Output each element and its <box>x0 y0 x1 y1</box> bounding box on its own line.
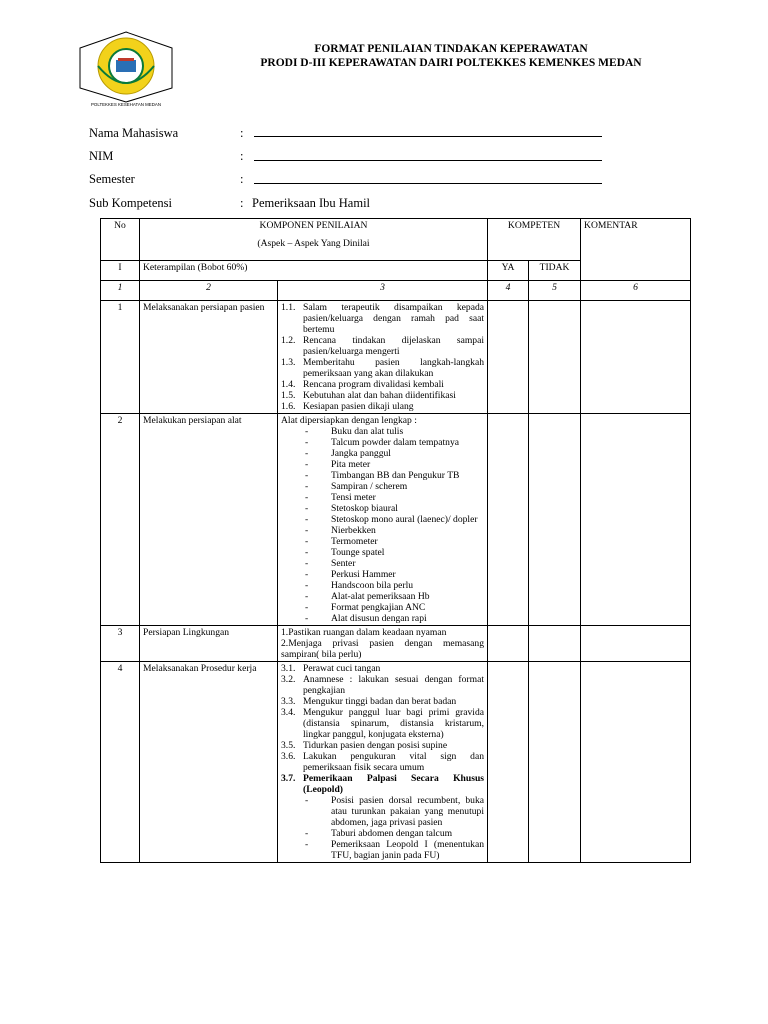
nim-field[interactable] <box>254 160 602 161</box>
semester-field[interactable] <box>254 183 602 184</box>
row-items <box>278 662 488 863</box>
ya-cell[interactable] <box>488 301 529 414</box>
item-number: 3.2. <box>281 674 296 685</box>
item-text: Salam terapeutik disampaikan kepada pasien/keluarga dengan ramah pad saat bertemu <box>303 302 485 335</box>
list-item <box>281 663 484 674</box>
item-text: Pita meter <box>331 459 371 470</box>
column-number-row <box>101 281 691 301</box>
item-text: Tensi meter <box>331 492 376 503</box>
list-item <box>281 357 484 379</box>
list-item: - Jangka panggul <box>305 448 484 459</box>
list-item: - Pemeriksaan Leopold I (menentukan TFU, bagian janin pada FU) <box>305 839 485 861</box>
colon-semester: : <box>240 172 244 186</box>
item-text: Alat-alat pemeriksaan Hb <box>331 591 430 602</box>
section-number: I <box>101 261 140 281</box>
komentar-cell[interactable] <box>581 414 691 626</box>
aspek-subtitle: (Aspek – Aspek Yang Dinilai <box>257 238 370 249</box>
ya-header: YA <box>488 261 529 281</box>
item-text: Tidurkan pasien dengan posisi supine <box>303 740 448 751</box>
komentar-cell[interactable] <box>581 662 691 863</box>
col-number: 6 <box>581 281 691 301</box>
item-text: Talcum powder dalam tempatnya <box>331 437 459 448</box>
poltekkes-logo <box>72 30 180 108</box>
item-text: Format pengkajian ANC <box>331 602 426 613</box>
tidak-cell[interactable] <box>529 301 581 414</box>
komentar-cell[interactable] <box>581 301 691 414</box>
item-text: Stetoskop biaural <box>331 503 398 514</box>
col-number: 4 <box>488 281 529 301</box>
header-row <box>101 219 691 261</box>
tidak-header: TIDAK <box>529 261 581 281</box>
list-item: - Handscoon bila perlu <box>305 580 484 591</box>
item-number: 1.4. <box>281 379 296 390</box>
nama-mahasiswa-field[interactable] <box>254 136 602 137</box>
item-text: Memberitahu pasien langkah-langkah pemeriksaan yang akan dilakukan <box>303 357 485 379</box>
document-title <box>186 42 716 70</box>
logo-caption: POLTEKKES KESEHATAN MEDAN <box>90 102 162 107</box>
title-line-2: PRODI D-III KEPERAWATAN DAIRI POLTEKKES KEMENKES MEDAN <box>260 57 642 69</box>
item-number: 1.1. <box>281 302 296 313</box>
list-item-bold <box>281 773 484 795</box>
komentar-cell[interactable] <box>581 626 691 662</box>
item-text: Handscoon bila perlu <box>331 580 414 591</box>
list-item: - Stetoskop mono aural (laenec)/ dopler <box>305 514 484 525</box>
item-text: Rencana tindakan dijelaskan sampai pasien/keluarga mengerti <box>303 335 485 357</box>
item-text: Termometer <box>331 536 378 547</box>
ya-cell[interactable] <box>488 414 529 626</box>
list-item <box>281 401 484 412</box>
list-item: - Termometer <box>305 536 484 547</box>
assessment-table <box>100 218 691 863</box>
item-number: 3.3. <box>281 696 296 707</box>
item-text: Stetoskop mono aural (laenec)/ dopler <box>331 514 478 525</box>
list-item: - Timbangan BB dan Pengukur TB <box>305 470 484 481</box>
list-item: 1.Pastikan ruangan dalam keadaan nyaman <box>281 627 447 638</box>
label-nim: NIM <box>89 149 114 163</box>
col-number: 2 <box>140 281 278 301</box>
item-text: Posisi pasien dorsal recumbent, buka atau turunkan pakaian yang menutupi abdomen, jaga privasi pasien <box>331 795 485 828</box>
tidak-cell[interactable] <box>529 626 581 662</box>
item-text: Mengukur panggul luar bagi primi gravida (distansia spinarum, distansia kristarum, lingkar panggul, konjugata eksterna) <box>303 707 485 740</box>
row-intro: Alat dipersiapkan dengan lengkap : <box>281 415 417 426</box>
table-row <box>101 301 691 414</box>
list-item <box>281 302 484 335</box>
list-item: - Nierbekken <box>305 525 484 536</box>
list-item <box>281 335 484 357</box>
komentar-header: KOMENTAR <box>581 219 691 281</box>
table-row <box>101 626 691 662</box>
row-number: 2 <box>101 414 140 626</box>
item-text: Pemeriksaan Leopold I (menentukan TFU, bagian janin pada FU) <box>331 839 485 861</box>
list-item: - Format pengkajian ANC <box>305 602 484 613</box>
list-item: - Tensi meter <box>305 492 484 503</box>
list-item <box>281 740 484 751</box>
tidak-cell[interactable] <box>529 662 581 863</box>
row-name: Melakukan persiapan alat <box>140 414 278 626</box>
row-items <box>278 414 488 626</box>
row-number: 4 <box>101 662 140 863</box>
item-number: 3.1. <box>281 663 296 674</box>
item-number: 1.5. <box>281 390 296 401</box>
list-item: - Stetoskop biaural <box>305 503 484 514</box>
row-items <box>278 626 488 662</box>
ya-cell[interactable] <box>488 626 529 662</box>
row-name: Persiapan Lingkungan <box>140 626 278 662</box>
item-number: 1.6. <box>281 401 296 412</box>
list-item <box>281 674 484 696</box>
col-number: 3 <box>278 281 488 301</box>
list-item: - Taburi abdomen dengan talcum <box>305 828 484 839</box>
table-row <box>101 414 691 626</box>
list-item: - Perkusi Hammer <box>305 569 484 580</box>
item-text: Rencana program divalidasi kembali <box>303 379 444 390</box>
list-item <box>281 696 484 707</box>
komponen-header <box>140 219 488 261</box>
list-item <box>281 390 484 401</box>
item-text: Senter <box>331 558 356 569</box>
list-item <box>281 707 484 740</box>
item-number: 3.7. <box>281 773 296 784</box>
label-semester: Semester <box>89 172 135 186</box>
item-text: Tounge spatel <box>331 547 385 558</box>
list-item: - Buku dan alat tulis <box>305 426 484 437</box>
item-text: Nierbekken <box>331 525 376 536</box>
list-item: - Alat-alat pemeriksaan Hb <box>305 591 484 602</box>
item-text: Jangka panggul <box>331 448 391 459</box>
komponen-title: KOMPONEN PENILAIAN <box>259 220 368 231</box>
colon-nim: : <box>240 149 244 163</box>
item-text: Timbangan BB dan Pengukur TB <box>331 470 460 481</box>
row-number: 3 <box>101 626 140 662</box>
item-number: 3.4. <box>281 707 296 718</box>
item-text: Buku dan alat tulis <box>331 426 404 437</box>
colon-nama: : <box>240 126 244 140</box>
list-item <box>281 751 484 773</box>
colon-sub-kompetensi: : <box>240 196 244 210</box>
item-text: Alat disusun dengan rapi <box>331 613 427 624</box>
item-text: Pemerikaan Palpasi Secara Khusus (Leopold) <box>303 773 485 795</box>
section-label: Keterampilan (Bobot 60%) <box>140 261 488 281</box>
row-name: Melaksanakan Prosedur kerja <box>140 662 278 863</box>
item-text: Sampiran / scherem <box>331 481 408 492</box>
row-number: 1 <box>101 301 140 414</box>
list-item: - Alat disusun dengan rapi <box>305 613 484 624</box>
list-item: 2.Menjaga privasi pasien dengan memasang sampiran( bila perlu) <box>281 638 485 660</box>
tidak-cell[interactable] <box>529 414 581 626</box>
title-line-1: FORMAT PENILAIAN TINDAKAN KEPERAWATAN <box>314 43 588 55</box>
kompeten-header: KOMPETEN <box>488 219 581 261</box>
item-text: Mengukur tinggi badan dan berat badan <box>303 696 457 707</box>
list-item: - Posisi pasien dorsal recumbent, buka atau turunkan pakaian yang menutupi abdomen, jaga privasi pasien <box>305 795 485 828</box>
row-items <box>278 301 488 414</box>
item-text: Kesiapan pasien dikaji ulang <box>303 401 414 412</box>
ya-cell[interactable] <box>488 662 529 863</box>
item-number: 1.3. <box>281 357 296 368</box>
item-text: Perkusi Hammer <box>331 569 396 580</box>
list-item <box>281 379 484 390</box>
list-item: - Talcum powder dalam tempatnya <box>305 437 484 448</box>
label-nama-mahasiswa: Nama Mahasiswa <box>89 126 179 140</box>
item-number: 3.6. <box>281 751 296 762</box>
item-text: Anamnese : lakukan sesuai dengan format pengkajian <box>303 674 485 696</box>
col-number: 5 <box>529 281 581 301</box>
col-no-header: No <box>101 219 140 261</box>
item-text: Perawat cuci tangan <box>303 663 381 674</box>
item-text: Lakukan pengukuran vital sign dan pemeriksaan fisik secara umum <box>303 751 485 773</box>
list-item: - Sampiran / scherem <box>305 481 484 492</box>
label-sub-kompetensi: Sub Kompetensi <box>89 196 172 210</box>
list-item: - Pita meter <box>305 459 484 470</box>
list-item: - Tounge spatel <box>305 547 484 558</box>
col-number: 1 <box>101 281 140 301</box>
item-number: 3.5. <box>281 740 296 751</box>
table-row <box>101 662 691 863</box>
item-text: Taburi abdomen dengan talcum <box>331 828 453 839</box>
row-name: Melaksanakan persiapan pasien <box>140 301 278 414</box>
sub-kompetensi-value: Pemeriksaan Ibu Hamil <box>252 196 371 210</box>
item-text: Kebutuhan alat dan bahan diidentifikasi <box>303 390 456 401</box>
list-item: - Senter <box>305 558 484 569</box>
item-number: 1.2. <box>281 335 296 346</box>
